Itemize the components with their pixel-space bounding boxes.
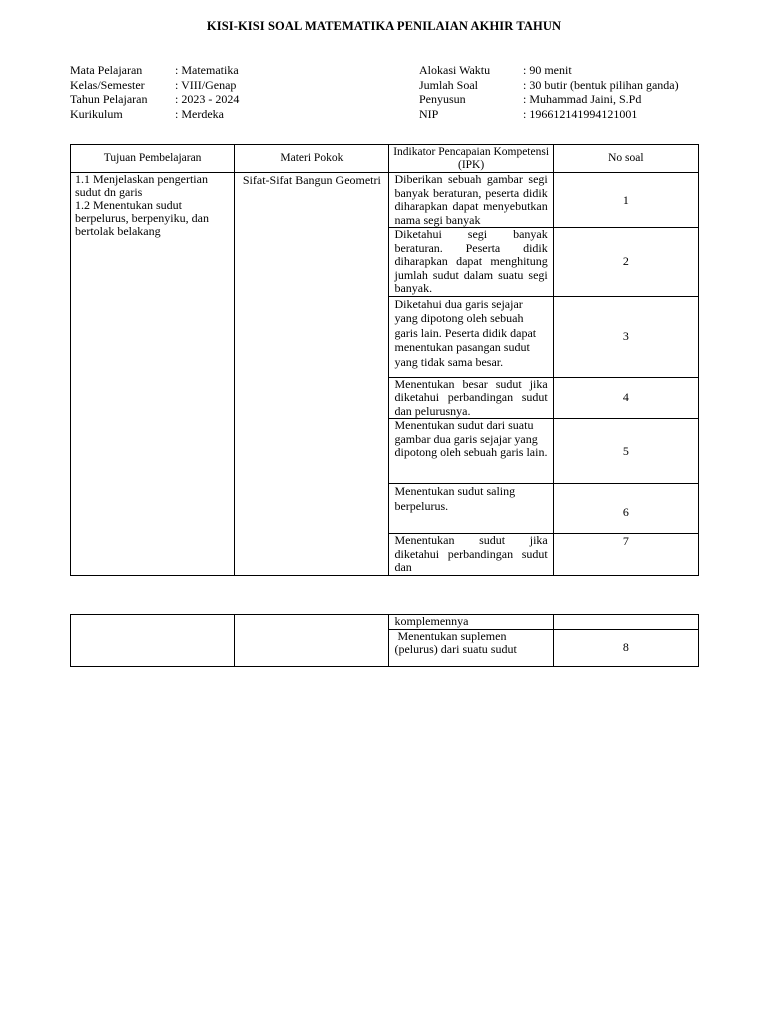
info-key: Tahun Pelajaran (70, 92, 148, 106)
tujuan-item: 1.1 Menjelaskan pengertian sudut dn garis (75, 172, 208, 199)
tujuan-cell (71, 173, 235, 576)
no-soal-cell: 6 (553, 484, 698, 534)
materi-cell: Sifat-Sifat Bangun Geometri (235, 173, 389, 576)
ipk-cell: Menentukan suplemen (pelurus) dari suatu sudut (389, 629, 553, 666)
no-soal-cell: 2 (553, 228, 698, 297)
kisi-kisi-table (70, 144, 699, 576)
info-key: Jumlah Soal (419, 77, 478, 92)
info-row-penyusun (419, 92, 679, 107)
info-value: : 30 butir (bentuk pilihan ganda) (523, 77, 679, 92)
info-row-mata-pelajaran (70, 63, 239, 78)
info-row-nip (419, 107, 679, 122)
info-left (70, 63, 239, 121)
info-key: Penyusun (419, 92, 466, 106)
no-soal-cell: 5 (553, 419, 698, 484)
info-row-tahun-pelajaran (70, 92, 239, 107)
kisi-kisi-table-continuation (70, 614, 699, 667)
info-key: Alokasi Waktu (419, 63, 491, 77)
info-key: Mata Pelajaran (70, 63, 143, 77)
info-value: : Muhammad Jaini, S.Pd (523, 92, 642, 106)
info-row-jumlah-soal (419, 78, 679, 93)
ipk-cell: Menentukan sudut jika diketahui perbandingan sudut dan (389, 534, 553, 576)
info-row-alokasi-waktu (419, 63, 679, 78)
ipk-cell: Menentukan sudut dari suatu gambar dua garis sejajar yang dipotong oleh sebuah garis lain. (389, 419, 553, 484)
info-value: : 90 menit (523, 63, 572, 77)
info-value: : VIII/Genap (175, 77, 237, 92)
tujuan-item: 1.2 Menentukan sudut berpelurus, berpenyiku, dan bertolak belakang (75, 198, 209, 238)
info-value: : Merdeka (175, 106, 224, 121)
no-soal-cell: 3 (553, 296, 698, 377)
info-key: Kurikulum (70, 106, 123, 121)
table-row (71, 173, 699, 228)
info-right (419, 63, 679, 121)
header-tujuan: Tujuan Pembelajaran (71, 145, 235, 173)
info-key: NIP (419, 106, 439, 121)
ipk-cell: Diketahui segi banyak beraturan. Peserta didik diharapkan dapat menghitung jumlah sudut dalam suatu segi banyak. (389, 228, 553, 297)
info-value: : 2023 - 2024 (175, 92, 240, 106)
materi-cell-empty (235, 615, 389, 667)
no-soal-cell: 4 (553, 377, 698, 419)
ipk-cell: komplemennya (389, 615, 553, 630)
info-row-kurikulum (70, 107, 239, 122)
no-soal-cell (553, 615, 698, 630)
no-soal-cell: 7 (553, 534, 698, 576)
table-header-row (71, 145, 699, 173)
info-key: Kelas/Semester (70, 77, 145, 92)
header-no-soal: No soal (553, 145, 698, 173)
no-soal-cell: 1 (553, 173, 698, 228)
header-ipk: Indikator Pencapaian Kompetensi (IPK) (389, 145, 553, 173)
table-row (71, 615, 699, 630)
page-title: KISI-KISI SOAL MATEMATIKA PENILAIAN AKHIR TAHUN (206, 19, 562, 33)
no-soal-cell: 8 (553, 629, 698, 666)
ipk-cell: Menentukan besar sudut jika diketahui perbandingan sudut dan pelurusnya. (389, 377, 553, 419)
header-materi: Materi Pokok (235, 145, 389, 173)
ipk-cell: Menentukan sudut saling berpelurus. (389, 484, 553, 534)
info-row-kelas-semester (70, 78, 239, 93)
info-value: : Matematika (175, 63, 239, 77)
ipk-cell: Diberikan sebuah gambar segi banyak beraturan, peserta didik diharapkan dapat menyebutkan nama segi banyak (389, 173, 553, 228)
info-value: : 196612141994121001 (523, 106, 638, 121)
tujuan-cell-empty (71, 615, 235, 667)
ipk-cell: Diketahui dua garis sejajar yang dipotong oleh sebuah garis lain. Peserta didik dapat menentukan pasangan sudut yang tidak sama besar. (389, 296, 553, 377)
